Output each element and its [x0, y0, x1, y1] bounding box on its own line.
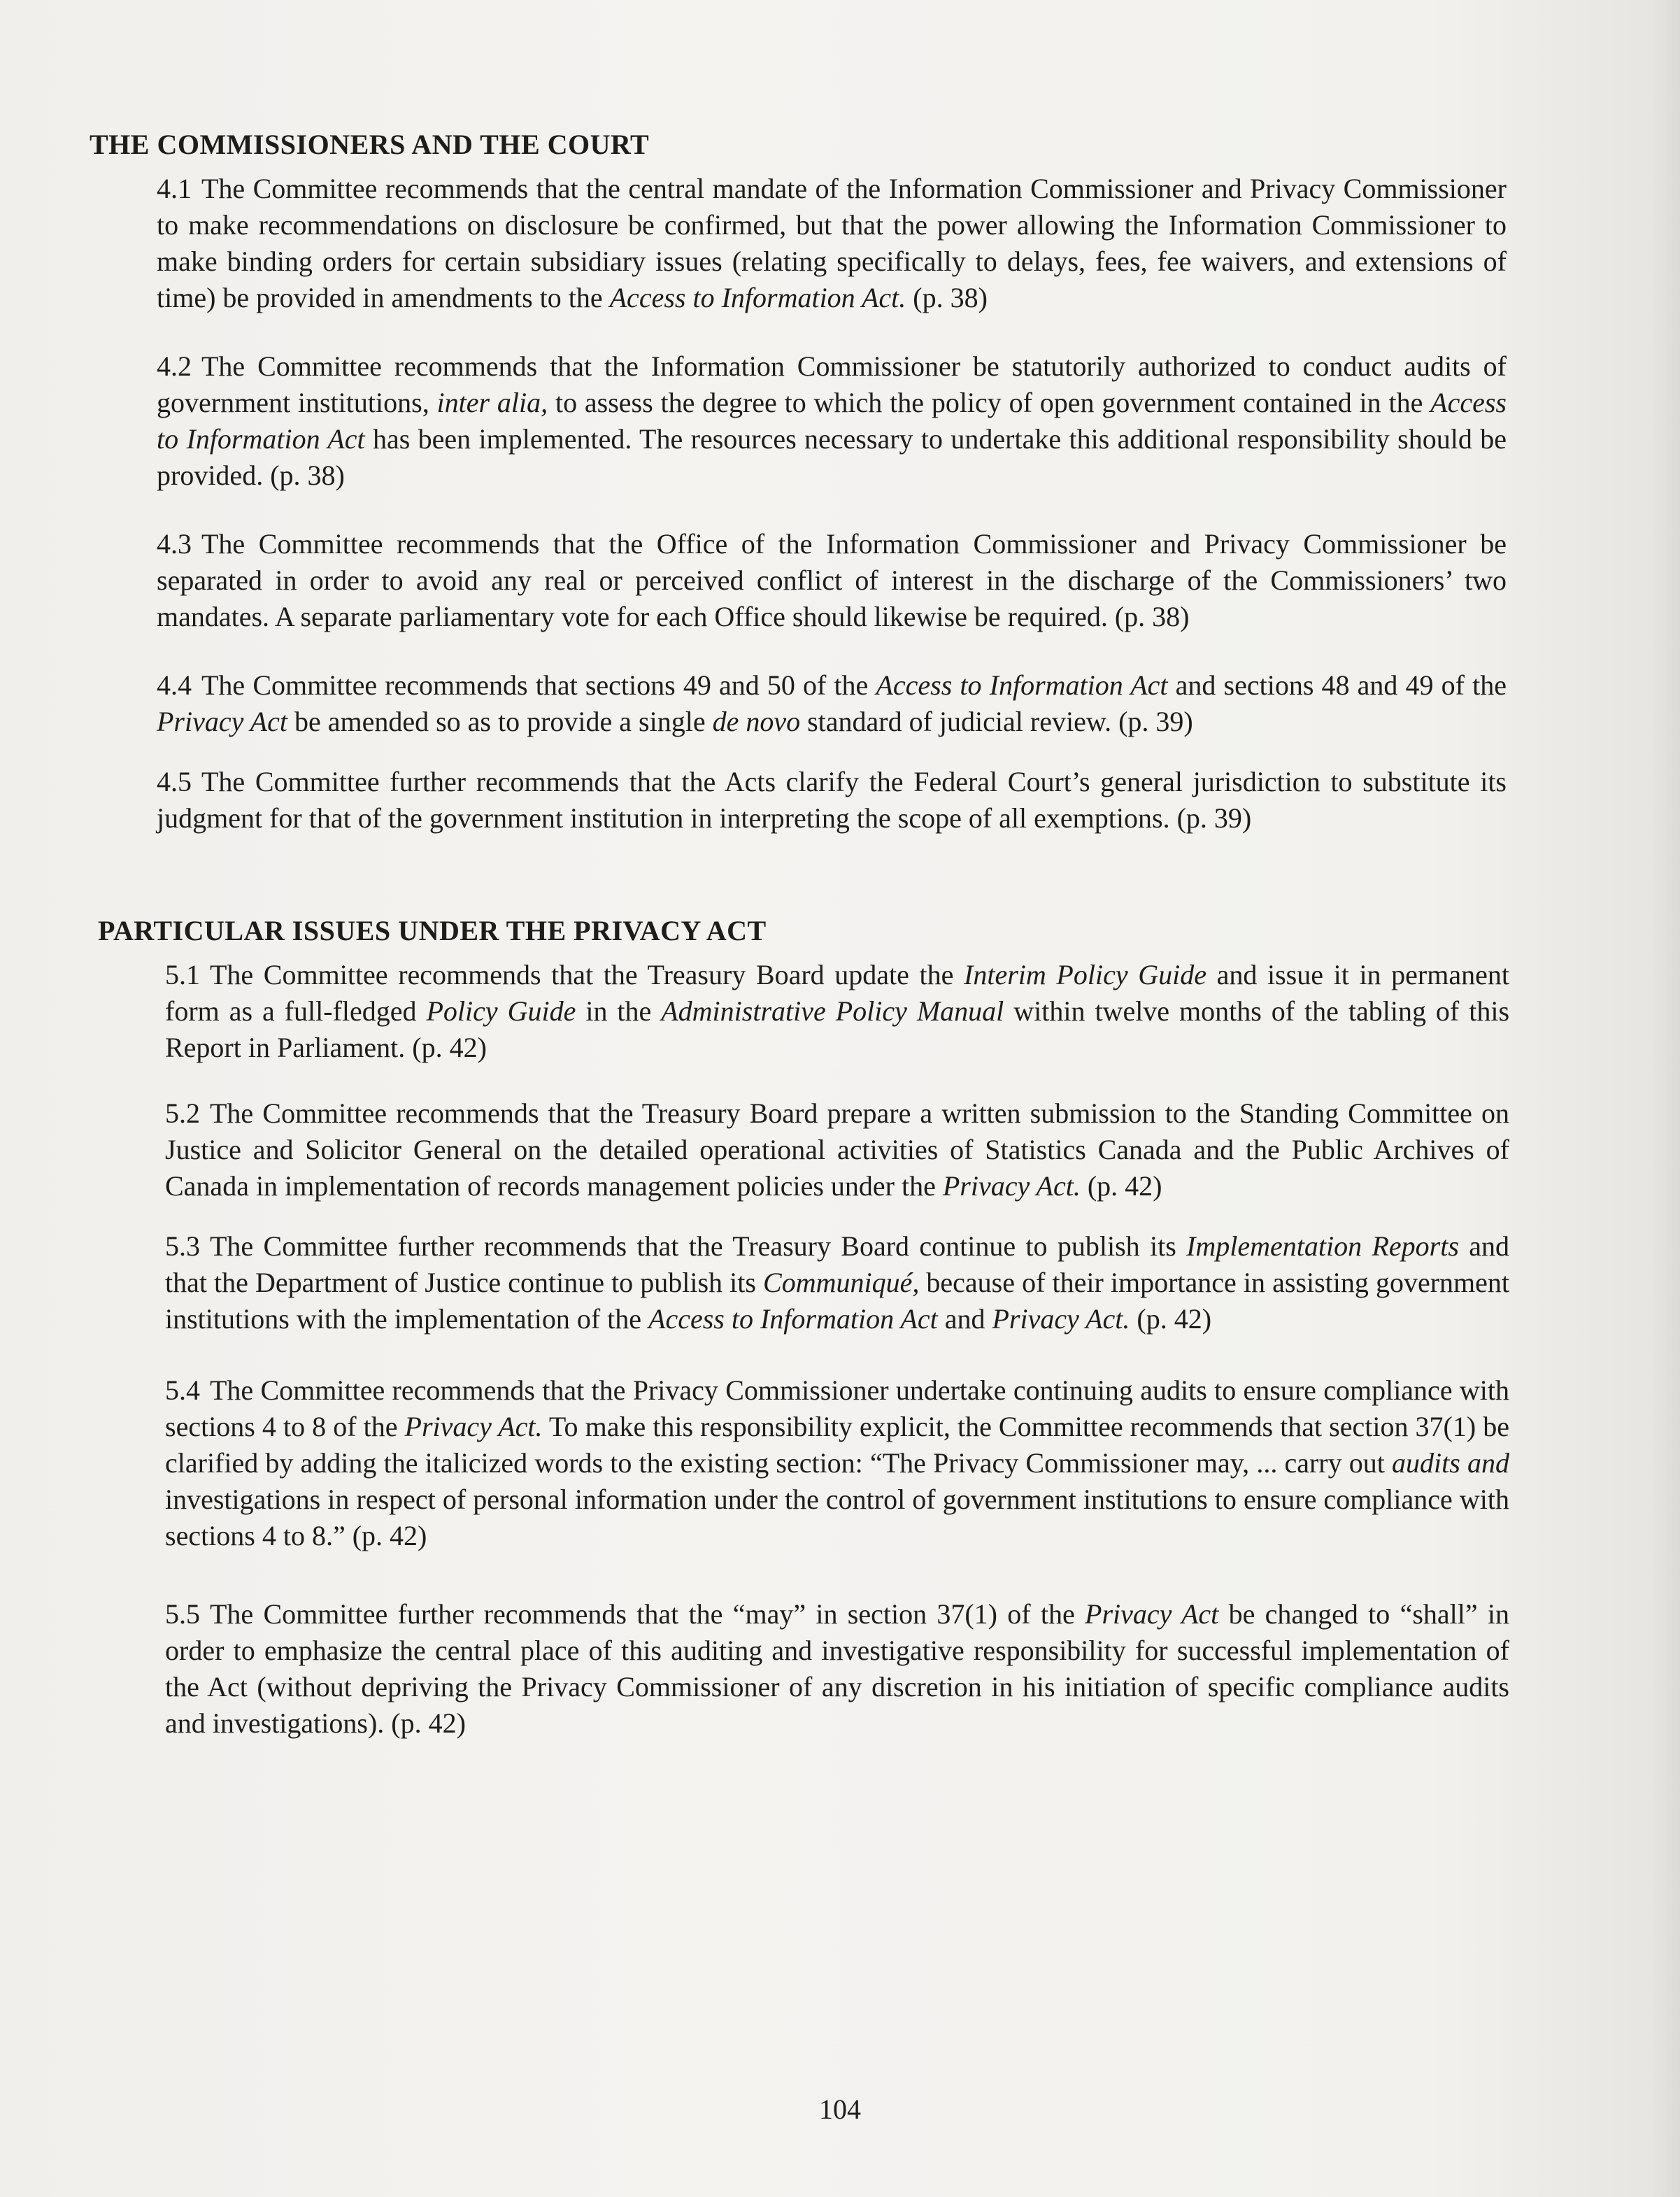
- recommendation-4-3: 4.3 The Committee recommends that the Office of the Information Commissioner and Privacy Commissioner be separated in order to avoid any real or perceived conflict of interest in the discharge of the Commissioners’ two mandates. A separate parliamentary vote for each Office should likewise be required. (p. 38): [157, 526, 1507, 635]
- recommendation-number: 5.3: [165, 1230, 200, 1262]
- recommendation-5-4: 5.4 The Committee recommends that the Privacy Commissioner undertake continuing audits to ensure compliance with sections 4 to 8 of the Privacy Act. To make this responsibility explicit, the Committee recommends that section 37(1) be clarified by adding the italicized words to the existing section: “The Privacy Commissioner may, ... carry out audits and investigations in respect of personal information under the control of government institutions to ensure compliance with sections 4 to 8.” (p. 42): [165, 1372, 1509, 1554]
- recommendation-number: 5.5: [165, 1598, 200, 1630]
- recommendation-4-2: 4.2 The Committee recommends that the Information Commissioner be statutorily authorized to conduct audits of government institutions, inter alia, to assess the degree to which the policy of open government contained in the Access to Information Act has been implemented. The resources necessary to undertake this additional responsibility should be provided. (p. 38): [157, 348, 1507, 494]
- page-number: 104: [819, 2093, 861, 2125]
- recommendation-4-1: 4.1 The Committee recommends that the central mandate of the Information Commissioner and Privacy Commissioner to make recommendations on disclosure be confirmed, but that the power allowing the Information Commissioner to make binding orders for certain subsidiary issues (relating specifically to delays, fees, fee waivers, and extensions of time) be provided in amendments to the Access to Information Act. (p. 38): [157, 171, 1507, 316]
- recommendation-number: 4.2: [157, 350, 192, 382]
- recommendation-number: 5.4: [165, 1374, 200, 1406]
- recommendation-5-3: 5.3 The Committee further recommends that the Treasury Board continue to publish its Implementation Reports and that the Department of Justice continue to publish its Communiqué, because of their importance in assisting government institutions with the implementation of the Access to Information Act and Privacy Act. (p. 42): [165, 1228, 1509, 1337]
- recommendation-5-5: 5.5 The Committee further recommends that the “may” in section 37(1) of the Privacy Act be changed to “shall” in order to emphasize the central place of this auditing and investigative responsibility for successful implementation of the Act (without depriving the Privacy Commissioner of any discretion in his initiation of specific compliance audits and investigations). (p. 42): [165, 1596, 1509, 1742]
- recommendation-number: 5.2: [165, 1097, 200, 1129]
- page-edge-shadow: [1652, 0, 1680, 2197]
- page-content: [90, 126, 1509, 1765]
- recommendation-4-4: 4.4 The Committee recommends that sections 49 and 50 of the Access to Information Act and sections 48 and 49 of the Privacy Act be amended so as to provide a single de novo standard of judicial review. (p. 39): [157, 667, 1507, 740]
- recommendation-5-1: 5.1 The Committee recommends that the Treasury Board update the Interim Policy Guide and issue it in permanent form as a full-fledged Policy Guide in the Administrative Policy Manual within twelve months of the tabling of this Report in Parliament. (p. 42): [165, 957, 1509, 1066]
- recommendation-4-5: 4.5 The Committee further recommends that the Acts clarify the Federal Court’s general jurisdiction to substitute its judgment for that of the government institution in interpreting the scope of all exemptions. (p. 39): [157, 764, 1507, 837]
- recommendation-number: 4.3: [157, 528, 192, 560]
- recommendation-number: 4.4: [157, 669, 192, 701]
- section-heading-privacy-act: PARTICULAR ISSUES UNDER THE PRIVACY ACT: [98, 915, 767, 946]
- recommendation-number: 5.1: [165, 959, 200, 990]
- section-heading-commissioners: THE COMMISSIONERS AND THE COURT: [90, 129, 650, 160]
- recommendation-number: 4.1: [157, 173, 192, 204]
- recommendation-5-2: 5.2 The Committee recommends that the Treasury Board prepare a written submission to the Standing Committee on Justice and Solicitor General on the detailed operational activities of Statistics Canada and the Public Archives of Canada in implementation of records management policies under the Privacy Act. (p. 42): [165, 1095, 1509, 1204]
- recommendation-number: 4.5: [157, 766, 192, 797]
